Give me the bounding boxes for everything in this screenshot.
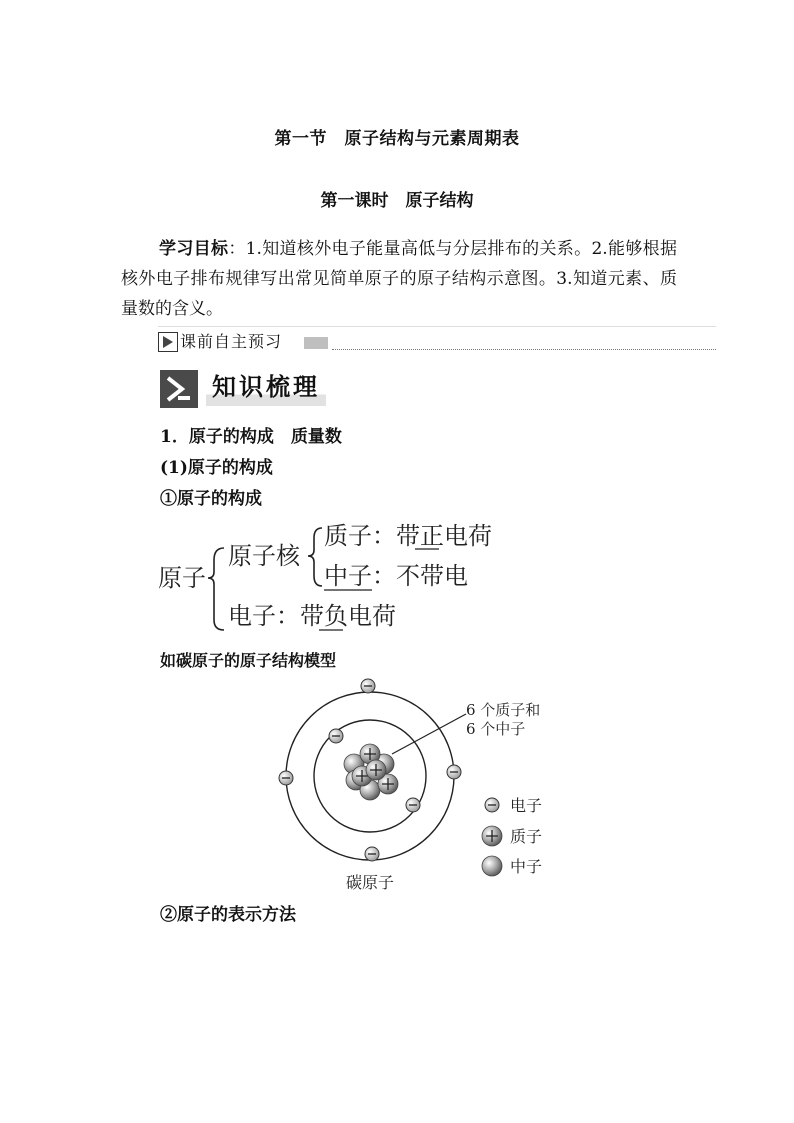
inner-brace (308, 528, 322, 586)
preview-banner (158, 330, 716, 354)
legend-electron-label: 电子 (510, 796, 543, 815)
electron-line: 电子：带负电荷 (228, 602, 396, 630)
learning-goals-text: ：1.知道核外电子能量高低与分层排布的关系。2.能够根据核外电子排布规律写出常见简单原子的原子结构示意图。3.知道元素、质量数的含义。 (121, 239, 677, 319)
outer-brace (208, 548, 224, 630)
play-arrow-icon (158, 332, 178, 352)
neutron-name: 中子 (324, 562, 372, 590)
nucleus (344, 744, 398, 800)
chevron-right-icon (160, 370, 198, 408)
subsection-heading: (1)原子的构成 (160, 458, 273, 478)
proton-name: 质子 (324, 522, 372, 550)
learning-goals (121, 234, 677, 324)
item-heading: ①原子的构成 (160, 489, 262, 509)
learning-goals-label: 学习目标 (159, 239, 229, 259)
nucleus-annotation-1: 6 个质子和 (466, 701, 541, 719)
atom-label: 原子 (158, 564, 206, 592)
nucleus-label: 原子核 (228, 542, 300, 570)
lesson-subtitle: 第一课时 原子结构 (320, 191, 474, 211)
knowledge-banner-label: 知识梳理 (206, 368, 326, 406)
knowledge-banner (160, 368, 340, 408)
banner-dotted-line (332, 349, 716, 350)
electron-name: 电子 (228, 602, 276, 630)
legend-neutron-icon (482, 856, 502, 876)
section-heading: 1．原子的构成 质量数 (160, 427, 342, 447)
figure-label: 碳原子 (346, 873, 395, 892)
model-caption: 如碳原子的原子结构模型 (160, 651, 337, 670)
electron-answer: 负 (324, 602, 348, 630)
proton-answer: 正 (420, 522, 444, 550)
nucleus-pointer (392, 714, 466, 754)
atom-composition-diagram (156, 514, 516, 634)
neutron-line: 中子：不带电 (324, 562, 468, 590)
proton-line: 质子：带正电荷 (324, 522, 492, 550)
item-heading: ②原子的表示方法 (160, 905, 296, 925)
carbon-atom-model (270, 672, 570, 902)
page-title: 第一节 原子结构与元素周期表 (274, 129, 520, 149)
nucleus-annotation-2: 6 个中子 (466, 720, 526, 738)
legend-proton-label: 质子 (510, 827, 543, 846)
legend-neutron-label: 中子 (510, 857, 543, 876)
banner-grey-block (304, 337, 328, 349)
preview-banner-label: 课前自主预习 (180, 332, 283, 351)
